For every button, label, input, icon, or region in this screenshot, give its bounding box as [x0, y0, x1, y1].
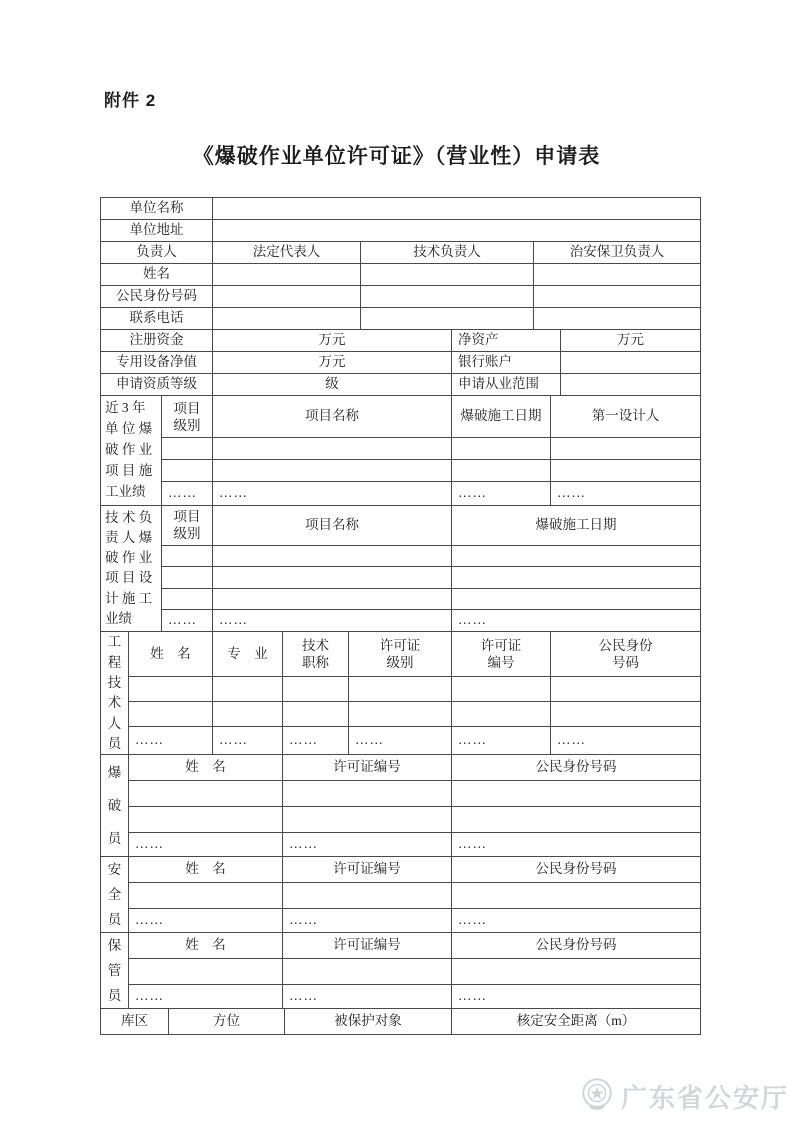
agency-watermark-text: 广东省公安厅 — [620, 1083, 789, 1113]
input-cell — [551, 701, 701, 726]
ellipsis-cell: …… — [213, 482, 452, 505]
input-cell — [283, 807, 452, 833]
responsible-label: 负责人 — [101, 242, 213, 264]
citizen-id-row-label: 公民身份号码 — [101, 286, 213, 308]
ellipsis-cell: …… — [129, 833, 283, 857]
ellipsis-cell: …… — [213, 726, 283, 754]
input-cell — [162, 438, 213, 460]
legal-rep-header: 法定代表人 — [213, 242, 361, 264]
blasting-date-header: 爆破施工日期 — [452, 505, 701, 546]
name-header: 姓 名 — [129, 755, 283, 781]
permit-no-header: 许可证编号 — [283, 755, 452, 781]
ellipsis-cell: …… — [162, 609, 213, 631]
safety-officers-section-label: 安 全 员 — [101, 857, 129, 933]
blasting-date-header: 爆破施工日期 — [452, 396, 551, 438]
input-cell — [213, 567, 452, 588]
name-row-label: 姓名 — [101, 264, 213, 286]
net-assets-unit: 万元 — [561, 330, 701, 352]
input-cell — [129, 883, 283, 909]
input-cell — [213, 546, 452, 567]
ellipsis-cell: …… — [452, 909, 701, 933]
input-cell — [452, 701, 551, 726]
citizen-id-header: 公民身份号码 — [452, 857, 701, 883]
safety-distance-header: 核定安全距离（m） — [452, 1009, 701, 1035]
unit-address-input-cell — [213, 220, 701, 242]
input-cell — [129, 959, 283, 985]
section-unit-info — [100, 197, 701, 242]
ellipsis-cell: …… — [129, 985, 283, 1009]
unit-name-label: 单位名称 — [101, 198, 213, 220]
section-engineers — [100, 631, 701, 755]
phone-row-label: 联系电话 — [101, 308, 213, 330]
section-safety-officers — [100, 856, 701, 933]
input-cell — [551, 460, 701, 482]
ellipsis-cell: …… — [129, 909, 283, 933]
input-cell — [551, 676, 701, 701]
input-cell — [452, 676, 551, 701]
input-cell — [283, 701, 349, 726]
engineers-section-label: 工 程 技 术 人 员 — [101, 632, 129, 755]
input-cell — [452, 567, 701, 588]
input-cell — [452, 460, 551, 482]
name-header: 姓 名 — [129, 933, 283, 959]
business-scope-label: 申请从业范围 — [452, 374, 561, 396]
input-cell — [452, 807, 701, 833]
tech-lead-projects-section-label: 技 术 负 责 人 爆 破 作 业 项 目 设 计 施 工 业绩 — [101, 505, 162, 632]
input-cell — [213, 264, 361, 286]
input-cell — [361, 308, 534, 330]
input-cell — [452, 781, 701, 807]
direction-header: 方位 — [169, 1009, 285, 1035]
input-cell — [213, 308, 361, 330]
section-responsible-persons — [100, 241, 701, 330]
ellipsis-cell: …… — [452, 985, 701, 1009]
input-cell — [129, 781, 283, 807]
registered-capital-label: 注册资金 — [101, 330, 213, 352]
application-form-table — [100, 197, 701, 1035]
equipment-net-value-label: 专用设备净值 — [101, 352, 213, 374]
section-capital-qualification — [100, 329, 701, 396]
input-cell — [129, 807, 283, 833]
input-cell — [349, 676, 452, 701]
input-cell — [213, 286, 361, 308]
ellipsis-cell: …… — [452, 833, 701, 857]
project-level-header: 项目 级别 — [162, 396, 213, 438]
police-badge-icon — [578, 1075, 616, 1118]
input-cell — [452, 438, 551, 460]
agency-watermark — [578, 1075, 789, 1118]
input-cell — [551, 438, 701, 460]
bank-account-label: 银行账户 — [452, 352, 561, 374]
input-cell — [283, 883, 452, 909]
tech-title-header: 技术 职称 — [283, 632, 349, 676]
unit-address-label: 单位地址 — [101, 220, 213, 242]
storage-area-header: 库区 — [101, 1009, 169, 1035]
ellipsis-cell: …… — [129, 726, 213, 754]
unit-name-input-cell — [213, 198, 701, 220]
ellipsis-cell: …… — [283, 726, 349, 754]
input-cell — [162, 546, 213, 567]
attachment-label: 附件 2 — [104, 91, 157, 110]
name-header: 姓 名 — [129, 857, 283, 883]
ellipsis-cell: …… — [213, 609, 452, 631]
input-cell — [283, 781, 452, 807]
input-cell — [349, 701, 452, 726]
section-blasters — [100, 754, 701, 857]
ellipsis-cell: …… — [283, 833, 452, 857]
input-cell — [534, 286, 701, 308]
input-cell — [361, 286, 534, 308]
net-assets-label: 净资产 — [452, 330, 561, 352]
permit-no-header: 许可证编号 — [283, 857, 452, 883]
ellipsis-cell: …… — [349, 726, 452, 754]
input-cell — [162, 588, 213, 609]
custodians-section-label: 保 管 员 — [101, 933, 129, 1009]
citizen-id-header: 公民身份 号码 — [551, 632, 701, 676]
ellipsis-cell: …… — [452, 726, 551, 754]
project-level-header: 项目 级别 — [162, 505, 213, 546]
input-cell — [213, 460, 452, 482]
input-cell — [129, 676, 213, 701]
input-cell — [162, 567, 213, 588]
qualification-level-unit: 级 — [213, 374, 452, 396]
bank-account-input-cell — [561, 352, 701, 374]
equipment-net-value-unit: 万元 — [213, 352, 452, 374]
security-lead-header: 治安保卫负责人 — [534, 242, 701, 264]
ellipsis-cell: …… — [551, 482, 701, 505]
input-cell — [213, 676, 283, 701]
input-cell — [452, 883, 701, 909]
input-cell — [534, 264, 701, 286]
permit-no-header: 许可证编号 — [283, 933, 452, 959]
citizen-id-header: 公民身份号码 — [452, 933, 701, 959]
registered-capital-unit: 万元 — [213, 330, 452, 352]
ellipsis-cell: …… — [452, 609, 701, 631]
input-cell — [283, 959, 452, 985]
ellipsis-cell: …… — [551, 726, 701, 754]
input-cell — [534, 308, 701, 330]
page-title: 《爆破作业单位许可证》（营业性）申请表 — [192, 145, 601, 168]
permit-level-header: 许可证 级别 — [349, 632, 452, 676]
ellipsis-cell: …… — [283, 985, 452, 1009]
section-unit-projects — [100, 395, 701, 506]
input-cell — [361, 264, 534, 286]
input-cell — [452, 959, 701, 985]
blasters-section-label: 爆 破 员 — [101, 755, 129, 857]
qualification-level-label: 申请资质等级 — [101, 374, 213, 396]
section-custodians — [100, 932, 701, 1009]
input-cell — [452, 588, 701, 609]
input-cell — [213, 701, 283, 726]
project-name-header: 项目名称 — [213, 396, 452, 438]
protected-objects-header: 被保护对象 — [285, 1009, 452, 1035]
unit-projects-section-label: 近 3 年 单 位 爆 破 作 业 项 目 施 工业绩 — [101, 396, 162, 506]
project-name-header: 项目名称 — [213, 505, 452, 546]
tech-lead-header: 技术负责人 — [361, 242, 534, 264]
ellipsis-cell: …… — [283, 909, 452, 933]
input-cell — [129, 701, 213, 726]
section-storage-area — [100, 1008, 701, 1035]
major-header: 专 业 — [213, 632, 283, 676]
input-cell — [283, 676, 349, 701]
citizen-id-header: 公民身份号码 — [452, 755, 701, 781]
section-tech-lead-projects — [100, 505, 701, 633]
input-cell — [213, 438, 452, 460]
first-designer-header: 第一设计人 — [551, 396, 701, 438]
input-cell — [162, 460, 213, 482]
input-cell — [452, 546, 701, 567]
ellipsis-cell: …… — [162, 482, 213, 505]
ellipsis-cell: …… — [452, 482, 551, 505]
name-header: 姓 名 — [129, 632, 213, 676]
business-scope-input-cell — [561, 374, 701, 396]
permit-no-header: 许可证 编号 — [452, 632, 551, 676]
input-cell — [213, 588, 452, 609]
